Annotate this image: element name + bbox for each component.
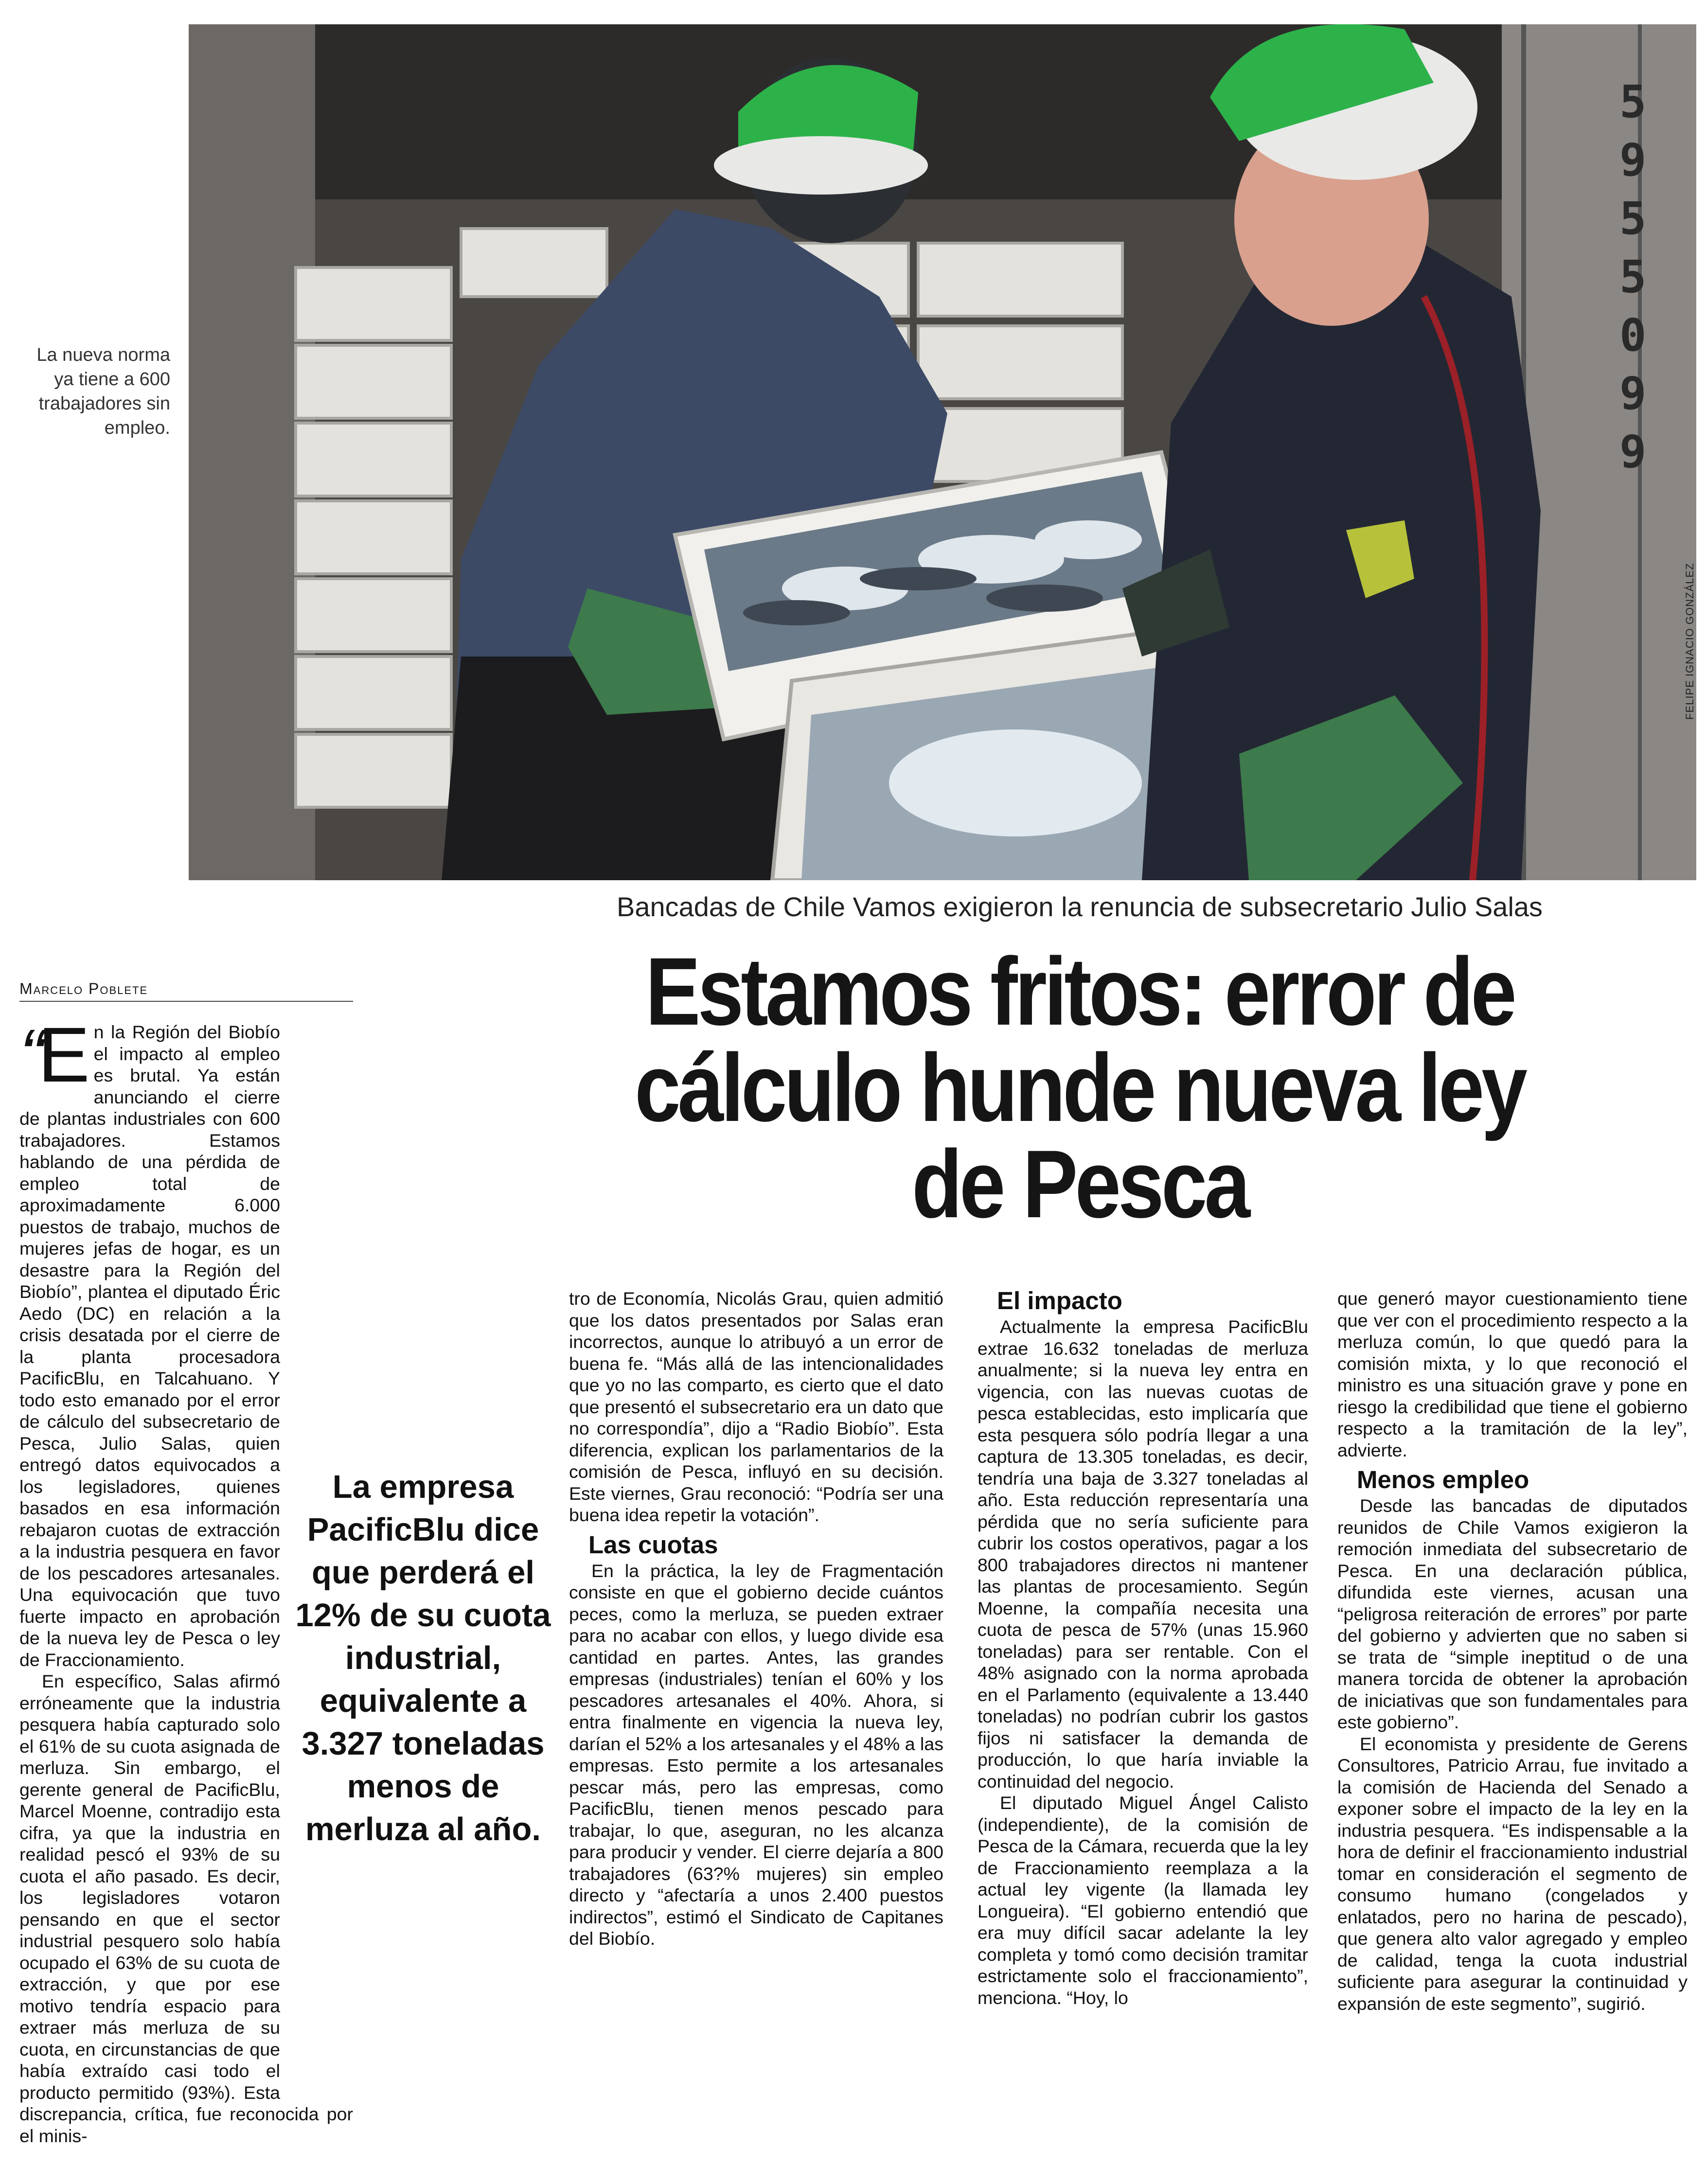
subheading-impacto: El impacto <box>997 1287 1122 1314</box>
hero-photo <box>189 24 1696 880</box>
headline-line-3: de Pesca <box>911 1130 1248 1238</box>
photo-credit: FELIPE IGNACIO GONZÁLEZ <box>1684 563 1696 720</box>
column-3 <box>977 1288 1308 2008</box>
paragraph: El economista y presidente de Gerens Consultores, Patricio Arrau, fue invitado a la comisión de Hacienda del Senado a exponer sobre el impacto de la ley en la industria pesquera. “Es indispensable a la hora de definir el fraccionamiento industrial tomar en consideración el segmento de consumo humano (congelados y enlatados, pero no harina de pescado), que genera alto valor agregado y empleo de calidad, tenga la cuota industrial suficiente para asegurar la continuidad y expansión de este segmento”, sugirió. <box>1337 1733 1688 2014</box>
container-number: 59550 9 9 <box>1619 76 1647 478</box>
subheading-cuotas: Las cuotas <box>588 1530 718 1559</box>
column-2 <box>569 1288 943 1950</box>
paragraph: tro de Economía, Nicolás Grau, quien admitió que los datos presentados por Salas eran incorrectos, aunque lo atribuyó a un error de buena fe. “Más allá de las intencionalidades que yo no las comparto, es cierto que el dato que presentó el subsecretario era un dato que no correspondía”, dijo a “Radio Biobío”. Esta diferencia, explican los parlamentarios de la comisión de Pesca, influyó en su decisión. Este viernes, Grau reconoció: “Podría ser una buena idea repetir la votación”. <box>569 1288 943 1525</box>
paragraph: En específico, Salas afirmó erróneamente que la industria pesquera había capturado solo el 61% de su cuota asignada de merluza. Sin embargo, el gerente general de PacificBlu, Marcel Moenne, contradijo esta cifra, ya que la industria en realidad pescó el 93% de su cuota el año pasado. Es decir, los legisladores votaron pensando en que el sector industrial pesquero solo había ocupado el 63% de su cuota de extracción, y que por ese motivo tendría espacio para extraer más merluza de su cuota, en circunstancias de que había extraído casi todo el producto permitido (93%). Esta discrepancia, crítica, fue reconocida por el minis- <box>19 1671 353 2146</box>
byline: Marcelo Poblete <box>19 980 353 1002</box>
photo-caption: La nueva norma ya tiene a 600 trabajadores sin empleo. <box>36 345 170 438</box>
headline-line-2: cálculo hunde nueva ley <box>635 1034 1525 1141</box>
paragraph: que generó mayor cuestionamiento tiene que ver con el procedimiento respecto a la merluza común, lo que quedó para la comisión mixta, y lo que reconoció el ministro es una situación grave y pone en riesgo la credibilidad que tiene el gobierno respecto a la tramitación de la ley”, advierte. <box>1337 1288 1688 1460</box>
fishery-workers-illustration <box>189 24 1696 880</box>
kicker: Bancadas de Chile Vamos exigieron la renuncia de subsecretario Julio Salas <box>616 891 1543 922</box>
drop-cap-letter: E <box>37 1011 90 1098</box>
headline <box>590 938 1569 1238</box>
headline-line-1: Estamos fritos: error de <box>645 938 1514 1045</box>
column-4 <box>1337 1288 1688 2014</box>
paragraph: Desde las bancadas de diputados reunidos de Chile Vamos exigieron la remoción inmediata del subsecretario de Pesca. En una declaración pública, difundida este viernes, acusan una “peligrosa reiteración de errores” por parte del gobierno y advierten que no saben si se trata de “simple ineptitud o de una manera torcida de obtener la aprobación de iniciativas que son fundamentales para este gobierno”. <box>1337 1495 1688 1732</box>
pull-quote: La empresa PacificBlu dice que perderá el 12% de su cuota industrial, equivalente a 3.327 toneladas menos de merluza al año. <box>292 1466 554 1851</box>
paragraph: El diputado Miguel Ángel Calisto (independiente), de la comisión de Pesca de la Cámara, recuerda que la ley de Fraccionamiento reemplaza a la actual ley vigente (la llamada ley Longueira). “El gobierno entendió que era muy difícil sacar adelante la ley completa y tomó como decisión tramitar estrictamente solo el fraccionamiento”, menciona. “Hoy, lo <box>977 1793 1308 2008</box>
subheading-menos-empleo: Menos empleo <box>1357 1466 1529 1493</box>
drop-cap <box>19 1011 90 1098</box>
paragraph: n la Región del Biobío el impacto al empleo es brutal. Ya están anunciando el cierre de plantas industriales con 600 trabajadores. Estamos hablando de una pérdida de empleo total de aproximadamente 6.000 puestos de trabajo, muchos de mujeres jefas de hogar, es un desastre para la Región del Biobío”, plantea el diputado Éric Aedo (DC) en relación a la crisis desatada por el cierre de la planta procesadora PacificBlu, en Talcahuano. Y todo esto emanado por el error de cálculo del subsecretario de Pesca, Julio Salas, quien entregó datos equivocados a los legisladores, quienes basados en esa información rebajaron cuotas de extracción a la industria pesquera en favor de los pescadores artesanales. Una equivocación que tuvo fuerte impacto en aprobación de la nueva ley de Pesca o ley de Fraccionamiento. <box>19 1022 280 1670</box>
opening-quote: “ <box>19 1014 35 1096</box>
paragraph: Actualmente la empresa PacificBlu extrae 16.632 toneladas de merluza anualmente; si la nueva ley entra en vigencia, con las nuevas cuotas de pesca establecidas, esto implicaría que esta pesquera sólo podría llegar a una captura de 13.305 toneladas, es decir, tendría una baja de 3.327 toneladas al año. Esta reducción representaría una pérdida que no sería suficiente para cubrir los costos operativos, pagar a los 800 trabajadores directos ni mantener las plantas de procesamiento. Según Moenne, la compañía necesita una cuota de pesca de 57% (unas 15.960 toneladas) para ser rentable. Con el 48% asignado con la norma aprobada en el Parlamento (equivalente a 13.440 toneladas) no podrían cubrir los gastos fijos ni satisfacer la demanda de producción, lo que haría inviable la continuidad del negocio. <box>977 1316 1308 1792</box>
paragraph: En la práctica, la ley de Fragmentación consiste en que el gobierno decide cuántos peces, como la merluza, se pueden extraer para no acabar con ellos, y luego divide esa cantidad en partes. Antes, las grandes empresas (industriales) tenían el 60% y los pescadores artesanales el 40%. Ahora, si entra finalmente en vigencia la nueva ley, darían el 52% a los artesanales y el 48% a las empresas. Esto permite a los artesanales pescar más, pero las empresas, como PacificBlu, tienen menos pescado para trabajar, lo que, aseguran, no les alcanza para producir y vender. El cierre dejaría a 800 trabajadores (63?% mujeres) sin empleo directo y “afectaría a unos 2.400 puestos indirectos”, estimó el Sindicato de Capitanes del Biobío. <box>569 1560 943 1949</box>
